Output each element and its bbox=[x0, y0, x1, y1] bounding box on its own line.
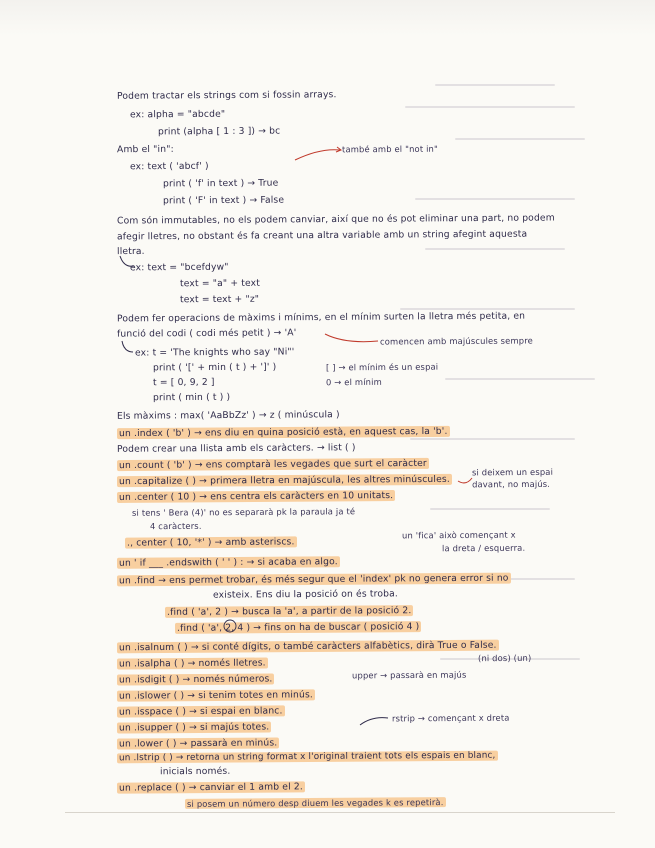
curved-arrow bbox=[360, 718, 388, 725]
margin-note: si deixem un espai davant, no majús. bbox=[471, 466, 554, 490]
method-line: un .capitalize ( ) → primera lletra en majúscula, les altres minúscules. bbox=[118, 473, 450, 488]
margin-note: [ ] → el mínim és un espai bbox=[325, 361, 439, 373]
code-line: text = text + "z" bbox=[179, 293, 260, 306]
hook-arrow bbox=[122, 341, 133, 352]
method-line: un .islower ( ) → si tenim totes en minús. bbox=[118, 689, 314, 702]
code-line: ex: alpha = "abcde" bbox=[129, 108, 226, 121]
method-line: ., center ( 10, '*' ) → amb asteriscs. bbox=[126, 536, 295, 549]
method-line: .find ( 'a', 2 ) → busca la 'a', a partir de la posició 2. bbox=[166, 605, 412, 618]
margin-note: upper → passarà en majús bbox=[351, 669, 467, 681]
method-line: un .index ( 'b' ) → ens diu en quina posició està, en aquest cas, la 'b'. bbox=[118, 425, 448, 440]
code-line: ex: text = "bcefdyw" bbox=[129, 261, 229, 274]
text-line: existeix. Ens diu la posició on és troba. bbox=[212, 588, 398, 601]
method-line: un .isdigit ( ) → només números. bbox=[118, 673, 273, 686]
method-line: un .replace ( ) → canviar el 1 amb el 2. bbox=[118, 781, 303, 794]
text-line: Amb el "in": bbox=[116, 143, 174, 156]
method-line: .find ( 'a', 2, 4 ) → fins on ha de buscar ( posició 4 ) bbox=[176, 621, 420, 634]
text-line: Podem crear una llista amb els caràcters. → list ( ) bbox=[116, 442, 356, 455]
page-bottom-edge bbox=[65, 812, 615, 813]
text-line: Com són immutables, no els podem canviar, així que no és pot eliminar una part, no podem bbox=[116, 212, 555, 227]
margin-note: la dreta / esquerra. bbox=[441, 542, 526, 554]
method-line: un .isalpha ( ) → només lletres. bbox=[118, 657, 266, 670]
code-line: ex: text ( 'abcf' ) bbox=[129, 160, 209, 173]
margin-note: comencen amb majúscules sempre bbox=[379, 335, 533, 347]
code-line: print (alpha [ 1 : 3 ]) → bc bbox=[157, 125, 281, 138]
margin-note: 0 → el mínim bbox=[325, 376, 382, 388]
curved-arrow bbox=[295, 150, 340, 160]
sub-note: si tens ' Bera (4)' no es separarà pk la paraula ja té bbox=[131, 506, 356, 518]
method-line: un .lstrip ( ) → retorna un string format x l'original traient tots els espais en blanc, bbox=[118, 750, 496, 764]
text-line: inicials només. bbox=[159, 765, 231, 778]
margin-note: un 'fica' això començant x bbox=[401, 529, 516, 541]
code-line: text = "a" + text bbox=[179, 277, 261, 290]
code-line: print ( 'f' in text ) → True bbox=[162, 177, 279, 190]
sub-note: si posem un número desp diuem les vegades k es repetirà. bbox=[186, 797, 444, 809]
method-line: un ' if ___ .endswith ( ' ' ) : → si acaba en algo. bbox=[118, 556, 338, 569]
sub-note: 4 caràcters. bbox=[149, 520, 202, 532]
page-top-shadow bbox=[0, 0, 655, 36]
text-line: Els màxims : max( 'AaBbZz' ) → z ( minúscula ) bbox=[116, 409, 340, 422]
curved-arrow bbox=[325, 334, 378, 342]
margin-note: també amb el "not in" bbox=[341, 143, 439, 155]
code-line: t = [ 0, 9, 2 ] bbox=[152, 376, 215, 389]
text-line: afegir lletres, no obstant és fa creant una altra variable amb un string afegint aquesta bbox=[116, 228, 528, 243]
text-line: lletra. bbox=[116, 245, 145, 258]
text-line: Podem fer operacions de màxims i mínims, en el mínim surten la lletra més petita, en bbox=[116, 310, 526, 325]
method-line: un .center ( 10 ) → ens centra els caràcters en 10 unitats. bbox=[118, 490, 394, 503]
curved-arrow bbox=[458, 478, 472, 483]
text-line: funció del codi ( codi més petit ) → 'A' bbox=[116, 327, 297, 340]
margin-note: rstrip → començant x dreta bbox=[391, 712, 510, 724]
method-line: un .isalnum ( ) → si conté dígits, o també caràcters alfabètics, dirà True o False. bbox=[118, 639, 497, 654]
method-line: un .lower ( ) → passarà en minús. bbox=[118, 737, 278, 750]
method-line: un .count ( 'b' ) → ens comptarà les vegades que surt el caràcter bbox=[118, 457, 427, 472]
text-line: Podem tractar els strings com si fossin arrays. bbox=[116, 89, 337, 102]
method-line: un .isspace ( ) → si espai en blanc. bbox=[118, 705, 283, 718]
method-line: un .find → ens permet trobar, és més segur que el 'index' pk no genera error si no bbox=[118, 572, 509, 587]
margin-note: (ni dos) (un) bbox=[477, 652, 532, 664]
code-line: print ( 'F' in text ) → False bbox=[162, 194, 285, 207]
code-line: ex: t = 'The knights who say "Ni"' bbox=[134, 346, 295, 359]
method-line: un .isupper ( ) → si majús totes. bbox=[118, 721, 270, 734]
code-line: print ( '[' + min ( t ) + ']' ) bbox=[152, 361, 277, 374]
code-line: print ( min ( t ) ) bbox=[152, 391, 231, 404]
